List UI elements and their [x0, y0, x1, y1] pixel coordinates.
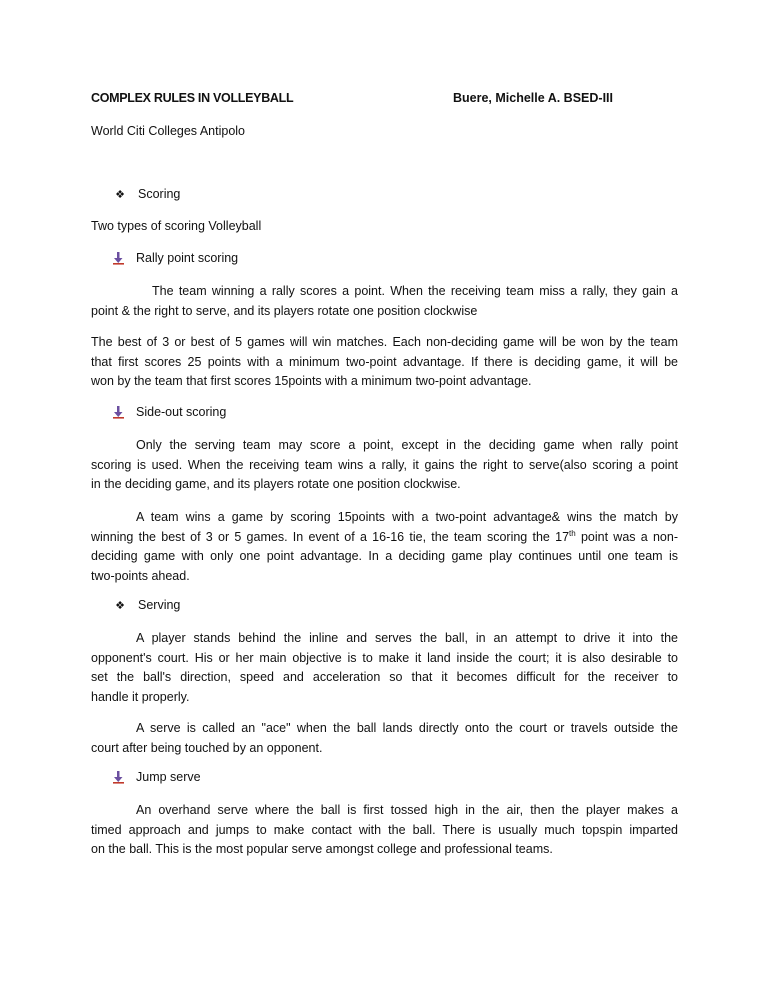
jump-serve-heading-label: Jump serve: [136, 770, 201, 784]
sideout-heading-label: Side-out scoring: [136, 405, 227, 419]
sideout-paragraph-2: [91, 508, 678, 586]
text-line: timed approach and jumps to make contact with the ball. There is usually much topspin imparted: [91, 822, 678, 837]
text-line: point & the right to serve, and its players rotate one position clockwise: [91, 303, 478, 318]
diamond-bullet-icon: ❖: [115, 599, 125, 612]
jump-serve-heading: [112, 770, 201, 784]
sideout-heading: [112, 405, 226, 419]
scoring-intro: Two types of scoring Volleyball: [91, 219, 262, 233]
rally-paragraph-2: [91, 333, 678, 392]
author-line: Buere, Michelle A. BSED-III: [453, 91, 613, 105]
text-fragment: point was a non-: [575, 529, 678, 544]
sideout-paragraph-1: [91, 436, 678, 495]
text-line: handle it properly.: [91, 689, 190, 704]
text-line: Only the serving team may score a point, except in the deciding game when rally point: [136, 438, 678, 452]
text-line: An overhand serve where the ball is first tossed high in the air, then the player makes a: [136, 803, 678, 817]
text-fragment: winning the best of 3 or 5 games. In event of a 16-16 tie, the team scoring the 17: [91, 529, 570, 544]
serving-heading-label: Serving: [138, 598, 181, 612]
arrow-bullet-icon: [112, 770, 128, 784]
text-line: in the deciding game, and its players rotate one position clockwise.: [91, 477, 461, 491]
text-line: deciding game with only one point advantage. In a deciding game play continues until one team is: [91, 549, 678, 563]
text-line: scoring is used. When the receiving team wins a rally, it gains the right to serve(also scoring a point: [91, 457, 678, 472]
text-line: The best of 3 or best of 5 games will win matches. Each non-deciding game will be won by the team: [91, 335, 678, 349]
text-line: [91, 528, 678, 548]
text-line: opponent's court. His or her main objective is to make it land inside the court; it is also desirable to: [91, 650, 678, 665]
arrow-bullet-icon: [112, 405, 128, 419]
arrow-bullet-icon: [112, 251, 128, 265]
text-line: The team winning a rally scores a point. When the receiving team miss a rally, they gain a: [152, 284, 678, 298]
rally-heading: [112, 251, 238, 265]
scoring-heading: [112, 187, 180, 201]
serving-paragraph-2: [91, 719, 678, 758]
text-line: that first scores 25 points with a minimum two-point advantage. If there is deciding game, it will be: [91, 354, 678, 369]
header-row: [91, 91, 691, 109]
serving-heading: [112, 598, 180, 612]
text-line: A player stands behind the inline and serves the ball, in an attempt to drive it into the: [136, 631, 678, 645]
jump-serve-paragraph: [91, 801, 678, 860]
rally-heading-label: Rally point scoring: [136, 251, 239, 265]
text-line: A team wins a game by scoring 15points with a two-point advantage& wins the match by: [136, 510, 678, 524]
rally-paragraph-1: [91, 282, 678, 321]
text-line: two-points ahead.: [91, 568, 190, 583]
text-line: court after being touched by an opponent.: [91, 740, 323, 755]
text-line: won by the team that first scores 15points with a minimum two-point advantage.: [91, 374, 532, 388]
serving-paragraph-1: [91, 629, 678, 707]
scoring-heading-label: Scoring: [138, 187, 181, 201]
text-line: set the ball's direction, speed and acceleration so that it becomes difficult for the receiver to: [91, 670, 678, 684]
document-title: COMPLEX RULES IN VOLLEYBALL: [91, 91, 294, 105]
text-line: on the ball. This is the most popular serve amongst college and professional teams.: [91, 842, 553, 856]
superscript: th: [569, 528, 576, 538]
diamond-bullet-icon: ❖: [115, 188, 125, 201]
school-name: World Citi Colleges Antipolo: [91, 124, 246, 138]
text-line: A serve is called an "ace" when the ball lands directly onto the court or travels outside the: [136, 721, 678, 735]
